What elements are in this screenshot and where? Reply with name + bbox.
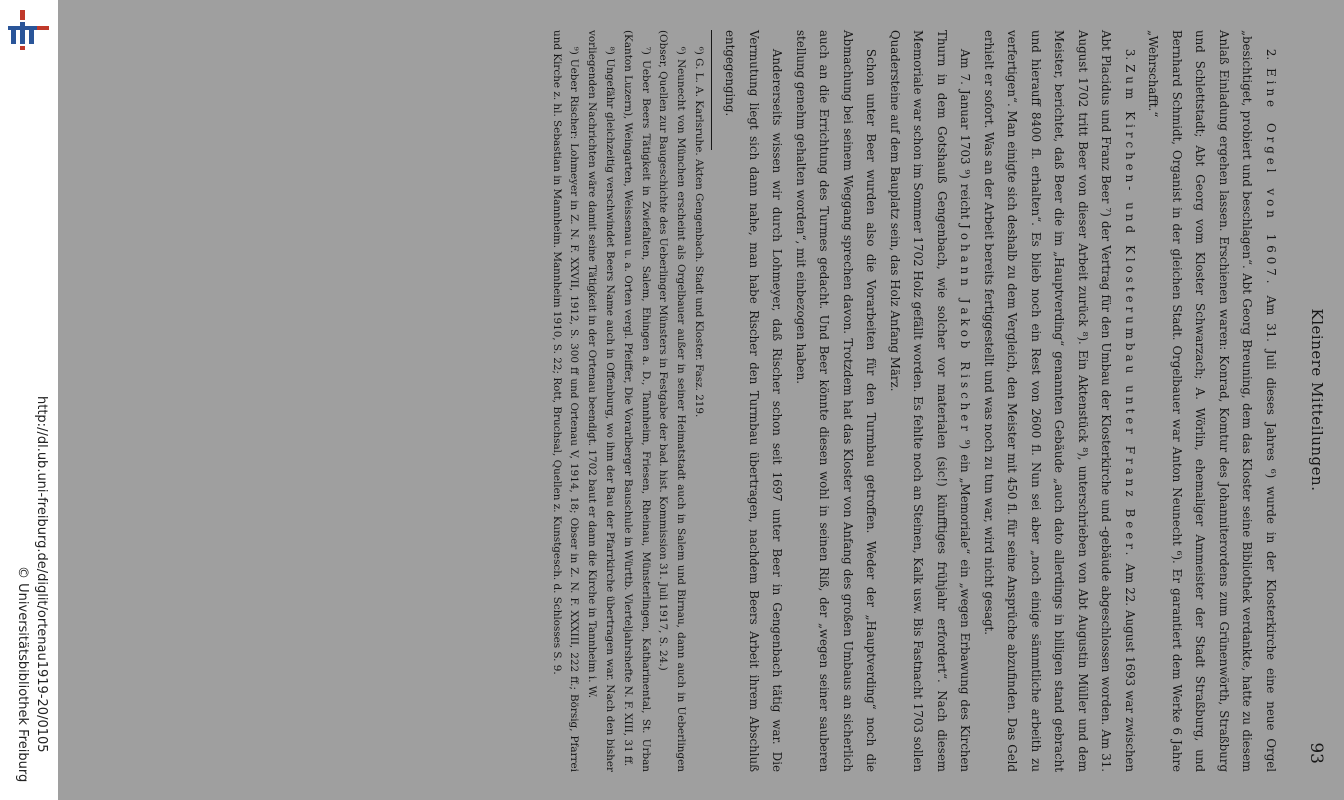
page-content — [58, 0, 1344, 800]
footnote: ⁹) Ueber Rischer: Lohmeyer in Z. N. F. XXVII, 1912, S. 300 ff und Ortenau V, 1914, 18; Obser in Z. N. F. XXXIII, 222 ff.; Börsig, Pfarrei und Kirche z. hl. Sebastian in Mannheim. Mannheim 1910, S. 22; Rott, Bruchsal, Quellen z. Kunstgesch. d. Schlosses S. 9. — [550, 30, 581, 772]
paragraph: Schon unter Beer wurden also die Vorarbeiten für den Turmbau getroffen. Weder der „Hauptverding“ noch die Abmachung bei seinem Weggang sprechen davon. Trotzdem hat das Kloster von Anfang des großen Umbaus an sicherlich auch an die Errichtung des Turmes gedacht. Und Beer könnte diesen wohl in seinen Riß, der „wegen seiner sauberen stellung genehm gehalten worden“, mit einbezogen haben. — [794, 30, 879, 772]
running-head: Kleinere Mitteilungen. — [1308, 308, 1326, 492]
copyright-label: © Universitätsbibliothek Freiburg — [15, 566, 30, 783]
footnote: ⁸) Ungefähr gleichzeitig verschwindet Beers Name auch in Offenburg, wo ihm der Bau der Pfarrkirche übertragen war. Nach den bisher vorliegenden Nachrichten wäre damit seine Tätigkeit in der Ortenau beendigt. 1702 baut er dann die Kirche in Tannheim i. W. — [586, 30, 617, 772]
page-header — [1292, 30, 1326, 770]
body-text — [547, 30, 1282, 772]
viewer-sidebar — [0, 0, 58, 800]
paragraph: 2. Eine Orgel von 1607. Am 31. Juli dieses Jahres ⁶) wurde in der Klosterkirche eine neue Orgel „besichtiget, probiert und beschlagen“. Abt Georg Breuning, dem das Kloster seine Bibliothek verdankte, hatte zu diesem Anlaß Einladung ergehen lassen. Erschienen waren: Konrad, Komtur des Johanniterordens zum Grünenwörth, Straßburg und Schlettstadt; Abt Georg vom Kloster Schwarzach; A. Wörlin, ehemaliger Ammeister der Stadt Straßburg, und Bernhard Schmidt, Organist in der gleichen Stadt. Orgelbauer war Anton Neunecht ⁶). Er garantiert dem Werke 6 Jahre „Wehrschafft.“ — [1146, 30, 1278, 772]
library-logo-icon[interactable] — [7, 8, 51, 52]
section-heading: Zum Kirchen- und Klosterumbau unter Franz Beer. — [1123, 64, 1137, 560]
page-number: 93 — [1306, 742, 1326, 764]
paragraph: Am 7. Januar 1703 ⁹) reicht Johann Jakob Rischer ⁹) ein „Memoriale“ ein „wegen Erbawung des Kirchen Thurn in dem Gotshauß Gengenbach, wie solcher vor materialen (sic!) künfftiges frühjahr erfordert“. Nach diesem Memoriale war schon im Sommer 1702 Holz gefällt worden. Es fehlte noch an Steinen, Kalk usw. Bis Fastnacht 1703 sollen Quadersteine auf dem Bauplatz sein, das Holz Anfang März. — [888, 30, 973, 772]
paragraph: 3. Zum Kirchen- und Klosterumbau unter Franz Beer. Am 22. August 1693 war zwischen Abt Placidus und Franz Beer ⁷) der Vertrag für den Umbau der Klosterkirche und -gebäude abgeschlossen worden. Am 31. August 1702 tritt Beer von dieser Arbeit zurück ⁸). Ein Aktenstück ⁸), unterschrieben von Abt Augustin Müller und dem Meister, berichtet, daß Beer die im „Hauptverding“ genannten Gebäude „auch dato allerdings in billigen stand gebracht und hierauff 8400 fl. erhalten“. Es blieb noch ein Rest von 2600 fl. Nun sei aber „noch einige sämmtliche arbeith zu verfertigen“. Man einigte sich deshalb zu dem Vergleich, den Meister mit 450 fl. für seine Ansprüche abzufinden. Das Geld erhielt er sofort. Was an der Arbeit bereits fertiggestellt und was noch zu tun war, wird nicht gesagt. — [982, 30, 1137, 772]
page-url-label: http://dl.ub.uni-freiburg.de/diglit/ortenau1919-20/0105 — [34, 396, 49, 753]
footnotes — [547, 30, 707, 772]
footnote-divider — [711, 30, 712, 150]
person-name: Johann Jakob Rischer — [958, 224, 973, 435]
footnote: ⁷) Ueber Beers Tätigkeit in Zwiefalten, Salem, Ehingen a. D., Tannheim, Friesen, Rheinau, Münsterlingen, Katharinental, St. Urban (Kanton Luzern), Weingarten, Weissenau u. a. Orten vergl. Pfeiffer, Die Vorarlberger Bauschule in Württb. Vierteljahrshefte N. F. XIII, 31 ff. — [621, 30, 652, 772]
paragraph: Andererseits wissen wir durch Lohmeyer, daß Rischer schon seit 1697 unter Beer in Gengenbach tätig war. Die Vermutung liegt sich dann nahe, man habe Rischer den Turmbau übertragen, nachdem Beers Arbeit ihrem Abschluß entgegenging. — [723, 30, 785, 772]
footnote: ⁶) Neunecht von München erscheint als Orgelbauer außer in seiner Heimatstadt auch in Salem und Birnau, dann auch in Ueberlingen (Obser, Quellen zur Baugeschichte des Ueberlinger Münsters in Festgabe der bad. hist. Kommission 31. Juli 1917, S. 24.) — [657, 30, 688, 772]
scanned-page — [58, 0, 1344, 800]
section-heading: Eine Orgel von 1607. — [1264, 68, 1278, 288]
footnote: ⁶) G. L. A. Karlsruhe. Akten Gengenbach. Stadt und Kloster. Fasz. 219. — [693, 46, 705, 418]
